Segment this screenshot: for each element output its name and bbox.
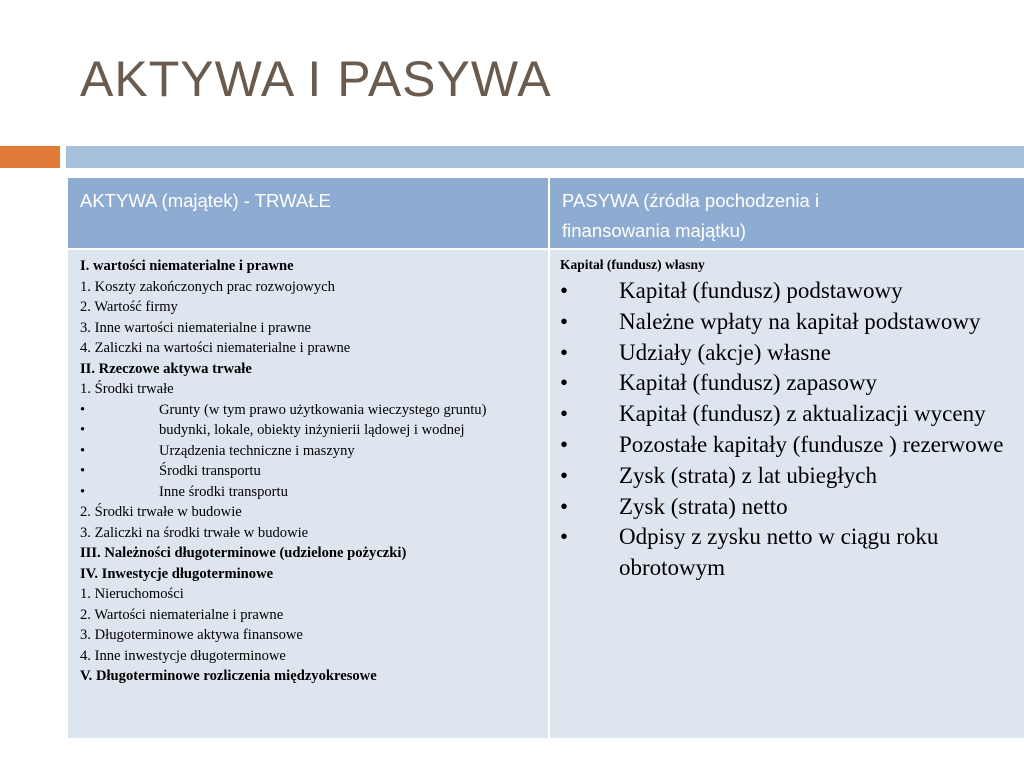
equity-heading: Kapitał (fundusz) własny <box>560 257 705 272</box>
equity-bullet-item <box>560 430 1024 461</box>
asset-bullet-item <box>80 420 540 441</box>
bullet-glyph: • <box>560 524 569 550</box>
assets-list <box>80 256 540 687</box>
asset-section-heading: II. Rzeczowe aktywa trwałe <box>80 360 252 377</box>
asset-bullet-item <box>80 461 540 482</box>
equity-bullet-item <box>560 461 1024 492</box>
asset-item: 3. Zaliczki na środki trwałe w budowie <box>80 524 309 541</box>
header-assets <box>68 178 549 249</box>
bullet-glyph: • <box>560 278 569 303</box>
table-body-row <box>68 249 1024 738</box>
accent-bar-orange <box>0 146 60 168</box>
asset-bullet-item <box>80 482 540 503</box>
bullet-glyph: • <box>560 462 569 488</box>
bullet-glyph: • <box>560 431 569 457</box>
equity-bullet-text: Zysk (strata) netto <box>619 493 788 519</box>
equity-bullet-item <box>560 307 1024 338</box>
header-assets-label: AKTYWA (majątek) - TRWAŁE <box>80 190 331 211</box>
bullet-glyph: • <box>560 370 569 396</box>
asset-bullet-text: budynki, lokale, obiekty inżynierii lądowej i wodnej <box>159 422 465 438</box>
asset-item: 3. Długoterminowe aktywa finansowe <box>80 627 303 643</box>
asset-item: 2. Środki trwałe w budowie <box>80 504 242 520</box>
bullet-glyph: • <box>80 442 86 459</box>
bullet-glyph: • <box>560 493 569 519</box>
asset-bullet-text: Urządzenia techniczne i maszyny <box>159 442 355 459</box>
asset-bullet-item <box>80 441 540 462</box>
asset-item: 4. Inne inwestycje długoterminowe <box>80 647 286 664</box>
bullet-glyph: • <box>560 308 569 334</box>
header-liabilities <box>549 178 1024 249</box>
assets-liabilities-table <box>68 178 1024 738</box>
header-liabilities-line-1: PASYWA (źródła pochodzenia i <box>562 190 820 211</box>
equity-bullet-item <box>560 522 1024 584</box>
equity-bullet-text: Udziały (akcje) własne <box>619 339 832 365</box>
assets-cell <box>68 249 549 738</box>
asset-bullet-text: Inne środki transportu <box>159 483 288 500</box>
equity-bullet-text: Kapitał (fundusz) z aktualizacji wyceny <box>619 401 986 427</box>
asset-item: 4. Zaliczki na wartości niematerialne i prawne <box>80 340 351 356</box>
equity-bullet-item <box>560 276 1024 307</box>
asset-item: 2. Wartości niematerialne i prawne <box>80 606 284 623</box>
equity-bullet-text: Odpisy z zysku netto w ciągu roku obrotowym <box>619 524 939 581</box>
liabilities-cell <box>549 249 1024 738</box>
header-liabilities-line-2: finansowania majątku) <box>562 220 747 241</box>
asset-section-heading: I. wartości niematerialne i prawne <box>80 258 294 274</box>
equity-bullet-item <box>560 338 1024 369</box>
bullet-glyph: • <box>80 422 86 438</box>
asset-section-heading: IV. Inwestycje długoterminowe <box>80 565 274 582</box>
bullet-glyph: • <box>560 339 569 365</box>
equity-bullet-item <box>560 492 1024 523</box>
bullet-glyph: • <box>560 401 569 427</box>
equity-bullet-text: Zysk (strata) z lat ubiegłych <box>619 462 878 488</box>
asset-section-heading: III. Należności długoterminowe (udzielone pożyczki) <box>80 545 407 561</box>
accent-bar-blue <box>66 146 1024 168</box>
asset-item: 1. Koszty zakończonych prac rozwojowych <box>80 278 335 295</box>
asset-item: 2. Wartość firmy <box>80 299 178 315</box>
bullet-glyph: • <box>80 483 86 500</box>
bullet-glyph: • <box>80 463 86 479</box>
asset-section-heading: V. Długoterminowe rozliczenia międzyokresowe <box>80 668 377 684</box>
asset-bullet-text: Grunty (w tym prawo użytkowania wieczystego gruntu) <box>159 401 487 418</box>
asset-item: 1. Nieruchomości <box>80 586 184 602</box>
bullet-glyph: • <box>80 401 86 418</box>
asset-item: 3. Inne wartości niematerialne i prawne <box>80 319 311 336</box>
table-header-row <box>68 178 1024 249</box>
equity-bullet-text: Kapitał (fundusz) podstawowy <box>619 278 903 303</box>
equity-bullet-text: Pozostałe kapitały (fundusze ) rezerwowe <box>619 431 1004 457</box>
equity-bullet-item <box>560 399 1024 430</box>
asset-item: 1. Środki trwałe <box>80 381 174 397</box>
slide-title: AKTYWA I PASYWA <box>80 51 552 107</box>
equity-bullet-text: Należne wpłaty na kapitał podstawowy <box>619 308 981 334</box>
equity-bullet-text: Kapitał (fundusz) zapasowy <box>619 370 878 396</box>
asset-bullet-item <box>80 400 540 421</box>
equity-list <box>560 276 1024 584</box>
asset-bullet-text: Środki transportu <box>159 463 261 479</box>
equity-bullet-item <box>560 368 1024 399</box>
